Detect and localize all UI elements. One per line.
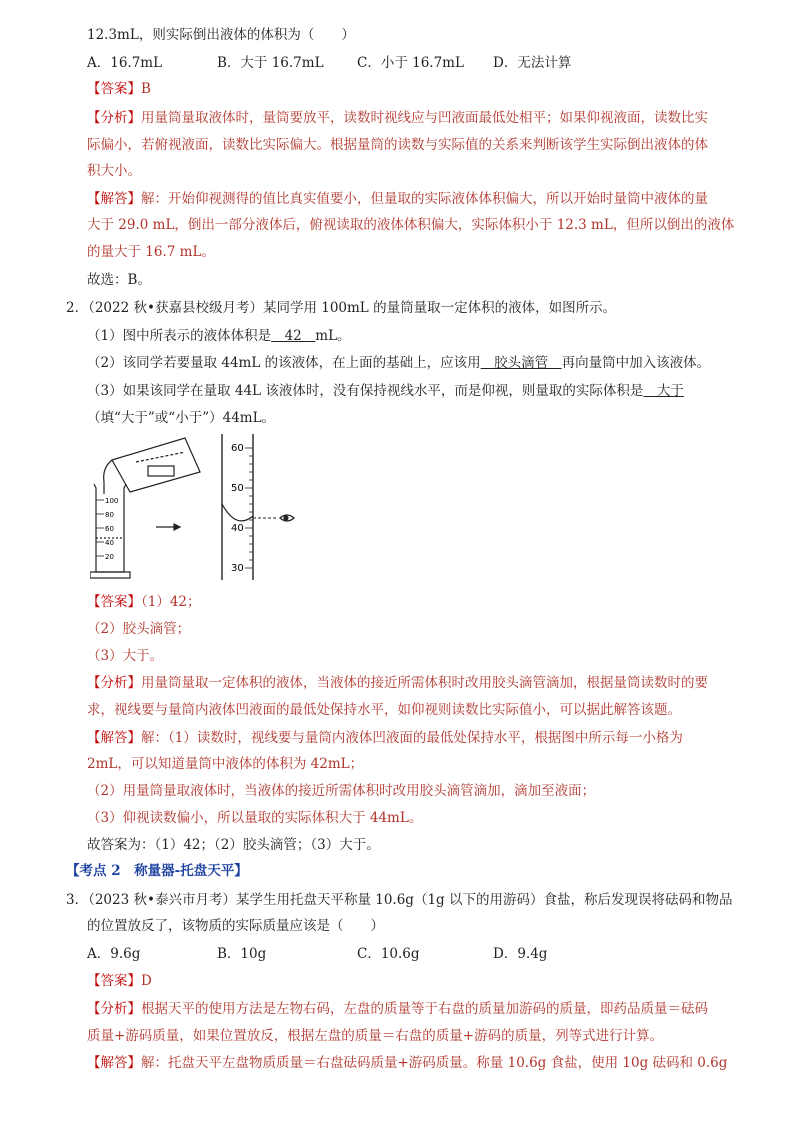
q1-conclusion: 故选：B。	[87, 272, 151, 288]
scale-tick-label: 50	[231, 483, 244, 494]
q1-option-d: D．无法计算	[493, 55, 572, 71]
q3-stem-line-1: 3．（2023 秋•泰兴市月考）某学生用托盘天平称量 10.6g（1g 以下的用游码）食盐，称后发现误将砝码和物品	[66, 892, 733, 908]
scale-tick-label: 40	[231, 523, 244, 534]
eye-icon	[280, 515, 294, 521]
q3-solution-line-1: 【解答】解：托盘天平左盘物质质量＝右盘砝码质量+游码质量。称量 10.6g 食盐，使用 10g 砝码和 0.6g	[87, 1055, 728, 1071]
q3-analysis-line-2: 质量+游码质量，如果位置放反，根据左盘的质量＝右盘的质量+游码的质量，列等式进行计算。	[87, 1028, 664, 1044]
scale-tick-label: 30	[231, 563, 244, 574]
q2-part-3: （3）如果该同学在量取 44L 该液体时，没有保持视线水平，而是仰视，则量取的实际体积是 大于	[87, 383, 684, 399]
q3-answer: 【答案】D	[87, 973, 152, 989]
cylinder-tick-label: 100	[105, 497, 119, 505]
cylinder-tick-label: 80	[105, 511, 114, 519]
q2-solution-line-1: 【解答】解：（1）读数时，视线要与量筒内液体凹液面的最低处保持水平，根据图中所示每一小格为	[87, 730, 683, 746]
magnified-scale	[222, 434, 253, 580]
q1-solution-line-2: 大于 29.0 mL，倒出一部分液体后，俯视读取的液体体积偏大，实际体积小于 12.3 mL，但所以倒出的液体	[87, 217, 735, 233]
q3-option-d: D．9.4g	[493, 946, 548, 962]
cylinder-tick-marks	[96, 500, 104, 556]
scale-tick-label: 60	[231, 443, 244, 454]
q3-analysis-line-1: 【分析】根据天平的使用方法是左物右码，左盘的质量等于右盘的质量加游码的质量，即药品质量＝砝码	[87, 1001, 708, 1017]
q2-part-3-cont: （填“大于”或“小于”）44mL。	[87, 410, 276, 426]
q1-option-c: C．小于 16.7mL	[357, 55, 464, 71]
q2-stem: 2．（2022 秋•获嘉县校级月考）某同学用 100mL 的量筒量取一定体积的液体，如图所示。	[66, 300, 617, 316]
cylinder-tick-label: 60	[105, 525, 114, 533]
q2-part-2: （2）该同学若要量取 44mL 的该液体，在上面的基础上，应该用 胶头滴管 再向量筒中加入该液体。	[87, 355, 711, 371]
scale-tick-marks	[245, 448, 253, 568]
arrow-icon	[156, 524, 180, 530]
q2-solution-line-2: 2mL，可以知道量筒中液体的体积为 42mL；	[87, 756, 364, 772]
q2-conclusion: 故答案为：（1）42；（2）胶头滴管；（3）大于。	[87, 837, 380, 853]
q3-option-a: A．9.6g	[87, 946, 141, 962]
section-heading: 【考点 2 称量器-托盘天平】	[66, 863, 248, 879]
pouring-bottle	[104, 438, 200, 494]
cylinder-tick-label: 40	[105, 539, 114, 547]
q3-option-b: B．10g	[217, 946, 267, 962]
q2-solution-line-3: （2）用量筒量取液体时，当液体的接近所需体积时改用胶头滴管滴加，滴加至液面；	[87, 783, 596, 799]
q2-figure	[90, 432, 300, 582]
q1-option-a: A．16.7mL	[87, 55, 163, 71]
q1-option-b: B．大于 16.7mL	[217, 55, 324, 71]
q2-part-1: （1）图中所表示的液体体积是 42 mL。	[87, 328, 351, 344]
q2-answer-line-3: （3）大于。	[87, 648, 164, 664]
q2-analysis-line-2: 求，视线要与量筒内液体凹液面的最低处保持水平，如仰视则读数比实际值小，可以据此解答该题。	[87, 702, 681, 718]
q1-solution-line-3: 的量大于 16.7 mL。	[87, 244, 215, 260]
q2-solution-line-4: （3）仰视读数偏小，所以量取的实际体积大于 44mL。	[87, 810, 423, 826]
q1-answer: 【答案】B	[87, 81, 151, 97]
q1-solution-line-1: 【解答】解：开始仰视测得的值比真实值要小，但量取的实际液体体积偏大，所以开始时量筒中液体的量	[87, 191, 708, 207]
q2-answer-line-2: （2）胶头滴管；	[87, 621, 191, 637]
q1-analysis-line-1: 【分析】用量筒量取液体时，量筒要放平，读数时视线应与凹液面最低处相平；如果仰视液面，读数比实	[87, 110, 708, 126]
q1-analysis-line-3: 积大小。	[87, 163, 141, 179]
q3-stem-line-2: 的位置放反了，该物质的实际质量应该是（ ）	[87, 918, 384, 934]
q1-stem-tail: 12.3mL，则实际倒出液体的体积为（ ）	[87, 27, 355, 43]
q1-analysis-line-2: 际偏小，若俯视液面，读数比实际偏大。根据量筒的读数与实际值的关系来判断该学生实际倒出液体的体	[87, 137, 708, 153]
q2-answer-line-1: 【答案】（1）42；	[87, 594, 201, 610]
q3-option-c: C．10.6g	[357, 946, 420, 962]
q2-analysis-line-1: 【分析】用量筒量取一定体积的液体，当液体的接近所需体积时改用胶头滴管滴加，根据量筒读数时的要	[87, 675, 708, 691]
cylinder-tick-label: 20	[105, 553, 114, 561]
